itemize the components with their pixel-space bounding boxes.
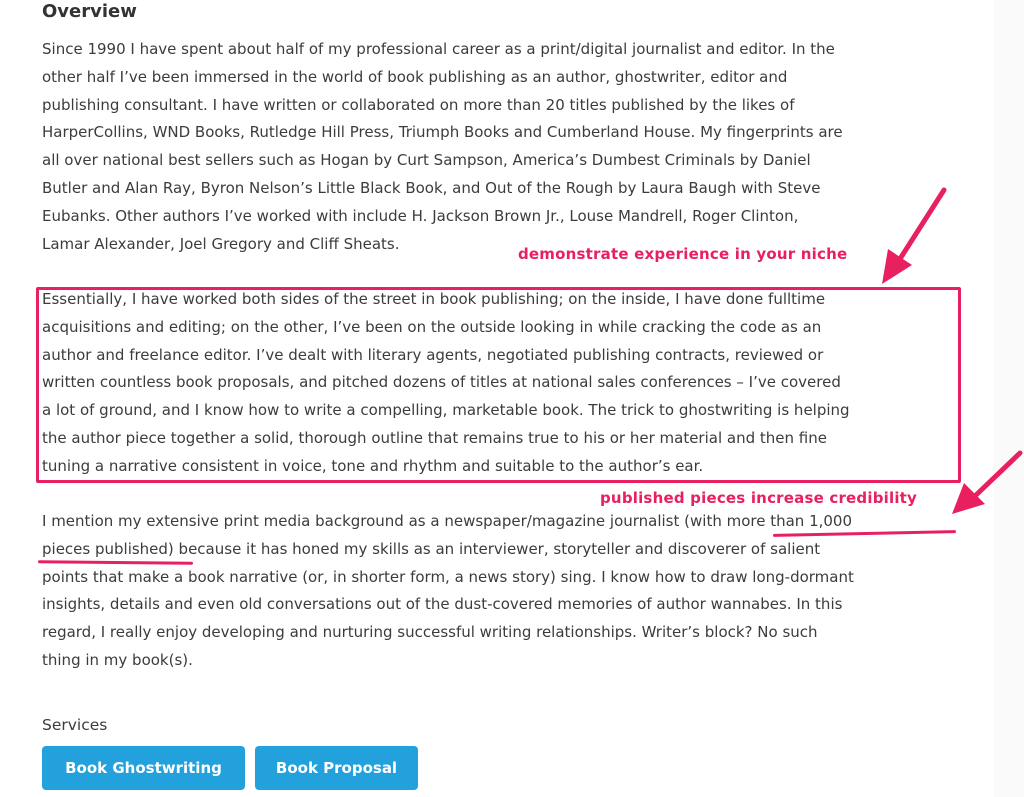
paragraph-line: Lamar Alexander, Joel Gregory and Cliff Sheats.	[42, 234, 400, 253]
paragraph-line: author and freelance editor. I’ve dealt with literary agents, negotiated publishing contracts, reviewed or	[42, 345, 824, 364]
paragraph-line: thing in my book(s).	[42, 650, 193, 669]
paragraph-line: other half I’ve been immersed in the world of book publishing as an author, ghostwriter, editor and	[42, 67, 788, 86]
paragraph-line: I mention my extensive print media background as a newspaper/magazine journalist (with more than 1,000	[42, 512, 853, 530]
paragraph-line: pieces published) because it has honed my skills as an interviewer, storyteller and discoverer of salient	[42, 539, 821, 558]
paragraph-line: regard, I really enjoy developing and nurturing successful writing relationships. Writer’s block? No such	[42, 623, 818, 642]
paragraph-line: Butler and Alan Ray, Byron Nelson’s Little Black Book, and Out of the Rough by Laura Baugh with Steve	[42, 178, 821, 197]
paragraph-line: points that make a book narrative (or, in shorter form, a news story) sing. I know how to draw long-dormant	[42, 567, 854, 586]
annotation-credibility: published pieces increase credibility	[600, 489, 918, 507]
paragraph-line: tuning a narrative consistent in voice, tone and rhythm and suitable to the author’s ear.	[42, 456, 704, 475]
annotation-experience: demonstrate experience in your niche	[518, 245, 848, 263]
paragraph-line: acquisitions and editing; on the other, I’ve been on the outside looking in while cracking the code as an	[42, 317, 822, 336]
highlight-box	[36, 287, 961, 483]
book-proposal-button[interactable]: Book Proposal	[255, 746, 418, 790]
page-gutter	[994, 0, 1024, 797]
services-label: Services	[42, 716, 108, 734]
paragraph-line: HarperCollins, WND Books, Rutledge Hill Press, Triumph Books and Cumberland House. My fingerprints are	[42, 123, 843, 142]
paragraph-line: Since 1990 I have spent about half of my professional career as a print/digital journalist and editor. In the	[42, 40, 835, 58]
paragraph-line: Eubanks. Other authors I’ve worked with include H. Jackson Brown Jr., Louse Mandrell, Roger Clinton,	[42, 206, 799, 225]
paragraph-line: written countless book proposals, and pitched dozens of titles at national sales conferences – I’ve covered	[42, 373, 841, 392]
overview-paragraph-1	[42, 36, 962, 258]
paragraph-line: publishing consultant. I have written or collaborated on more than 20 titles published by the likes of	[42, 95, 795, 114]
paragraph-line: a lot of ground, and I know how to write a compelling, marketable book. The trick to ghostwriting is helping	[42, 401, 850, 420]
paragraph-line: Essentially, I have worked both sides of the street in book publishing; on the inside, I have done fulltime	[42, 290, 826, 308]
paragraph-line: the author piece together a solid, thorough outline that remains true to his or her material and then fine	[42, 428, 827, 447]
overview-heading: Overview	[42, 1, 137, 22]
book-ghostwriting-button[interactable]: Book Ghostwriting	[42, 746, 245, 790]
paragraph-line: insights, details and even old conversations out of the dust-covered memories of author wannabes. In this	[42, 595, 843, 614]
paragraph-line: all over national best sellers such as Hogan by Curt Sampson, America’s Dumbest Criminals by Daniel	[42, 151, 811, 170]
